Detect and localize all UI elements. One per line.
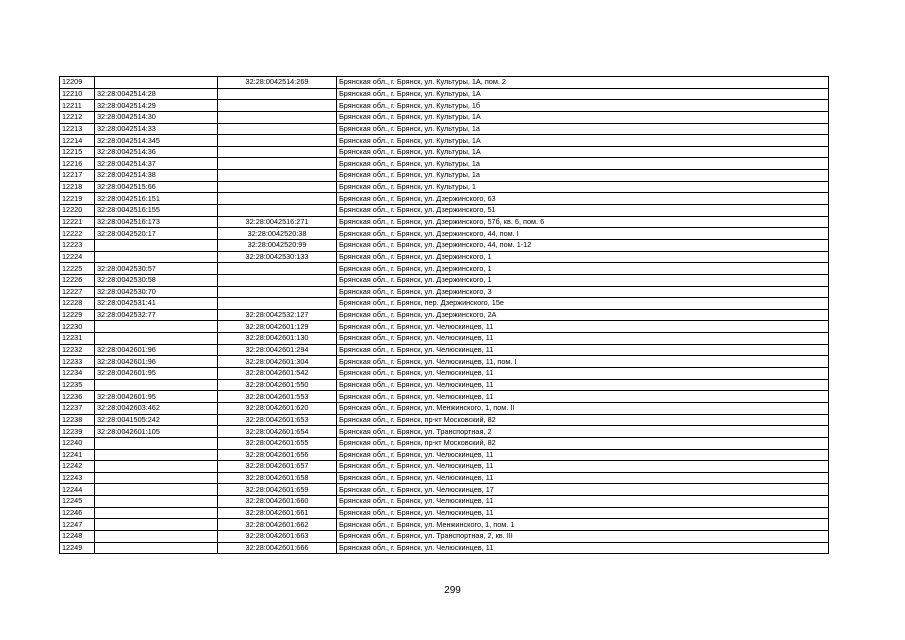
new-cadastral-number-cell (218, 100, 337, 112)
table-row (60, 530, 829, 542)
new-cadastral-number-cell: 32:28:0042601:658 (218, 472, 337, 484)
address-cell: Брянская обл., г. Брянск, ул. Дзержинского, 1 (337, 263, 829, 275)
row-number-cell: 12226 (60, 274, 95, 286)
row-number-cell: 12230 (60, 321, 95, 333)
new-cadastral-number-cell (218, 286, 337, 298)
table-row (60, 309, 829, 321)
table-row (60, 77, 829, 89)
new-cadastral-number-cell: 32:28:0042601:304 (218, 356, 337, 368)
row-number-cell: 12236 (60, 391, 95, 403)
address-cell: Брянская обл., г. Брянск, ул. Челюскинцев, 11 (337, 344, 829, 356)
new-cadastral-number-cell: 32:28:0042601:662 (218, 519, 337, 531)
new-cadastral-number-cell (218, 263, 337, 275)
row-number-cell: 12217 (60, 170, 95, 182)
old-cadastral-number-cell (95, 472, 218, 484)
address-cell: Брянская обл., г. Брянск, ул. Культуры, 1А (337, 135, 829, 147)
old-cadastral-number-cell (95, 542, 218, 554)
new-cadastral-number-cell: 32:28:0042514:269 (218, 77, 337, 89)
row-number-cell: 12235 (60, 379, 95, 391)
old-cadastral-number-cell: 32:28:0042532:77 (95, 309, 218, 321)
old-cadastral-number-cell: 32:28:0042601:95 (95, 368, 218, 380)
table-row (60, 472, 829, 484)
new-cadastral-number-cell: 32:28:0042601:656 (218, 449, 337, 461)
address-cell: Брянская обл., г. Брянск, ул. Челюскинцев, 11 (337, 449, 829, 461)
row-number-cell: 12222 (60, 228, 95, 240)
old-cadastral-number-cell (95, 437, 218, 449)
table-row (60, 88, 829, 100)
old-cadastral-number-cell: 32:28:0042514:36 (95, 146, 218, 158)
old-cadastral-number-cell (95, 484, 218, 496)
table-row (60, 437, 829, 449)
new-cadastral-number-cell: 32:28:0042601:657 (218, 461, 337, 473)
old-cadastral-number-cell: 32:28:0042514:33 (95, 123, 218, 135)
address-cell: Брянская обл., г. Брянск, ул. Дзержинского, 51 (337, 205, 829, 217)
row-number-cell: 12238 (60, 414, 95, 426)
table-row (60, 333, 829, 345)
address-cell: Брянская обл., г. Брянск, ул. Менжинского, 1, пом. 1 (337, 519, 829, 531)
old-cadastral-number-cell: 32:28:0042515:66 (95, 181, 218, 193)
old-cadastral-number-cell (95, 507, 218, 519)
row-number-cell: 12213 (60, 123, 95, 135)
new-cadastral-number-cell (218, 135, 337, 147)
table-row (60, 205, 829, 217)
table-body (60, 77, 829, 554)
old-cadastral-number-cell: 32:28:0042514:38 (95, 170, 218, 182)
address-cell: Брянская обл., г. Брянск, ул. Транспортная, 2 (337, 426, 829, 438)
address-cell: Брянская обл., г. Брянск, ул. Культуры, 1А (337, 146, 829, 158)
address-cell: Брянская обл., г. Брянск, ул. Челюскинцев, 11 (337, 379, 829, 391)
table-row (60, 484, 829, 496)
table-row (60, 507, 829, 519)
new-cadastral-number-cell: 32:28:0042601:620 (218, 402, 337, 414)
table-row (60, 286, 829, 298)
old-cadastral-number-cell: 32:28:0042531:41 (95, 298, 218, 310)
old-cadastral-number-cell: 32:28:0042516:151 (95, 193, 218, 205)
address-cell: Брянская обл., г. Брянск, ул. Челюскинцев, 17 (337, 484, 829, 496)
address-cell: Брянская обл., г. Брянск, ул. Челюскинцев, 11 (337, 542, 829, 554)
address-cell: Брянская обл., г. Брянск, ул. Дзержинского, 2А (337, 309, 829, 321)
address-cell: Брянская обл., г. Брянск, ул. Дзержинского, 3 (337, 286, 829, 298)
row-number-cell: 12245 (60, 496, 95, 508)
table-row (60, 368, 829, 380)
new-cadastral-number-cell: 32:28:0042601:294 (218, 344, 337, 356)
new-cadastral-number-cell (218, 181, 337, 193)
address-cell: Брянская обл., г. Брянск, ул. Челюскинцев, 11 (337, 391, 829, 403)
cadastral-registry-table (59, 76, 829, 554)
table-row (60, 181, 829, 193)
new-cadastral-number-cell: 32:28:0042601:553 (218, 391, 337, 403)
row-number-cell: 12242 (60, 461, 95, 473)
page-number: 299 (444, 585, 461, 596)
table-row (60, 123, 829, 135)
row-number-cell: 12221 (60, 216, 95, 228)
new-cadastral-number-cell: 32:28:0042601:654 (218, 426, 337, 438)
row-number-cell: 12227 (60, 286, 95, 298)
old-cadastral-number-cell: 32:28:0042601:105 (95, 426, 218, 438)
new-cadastral-number-cell: 32:28:0042601:550 (218, 379, 337, 391)
address-cell: Брянская обл., г. Брянск, ул. Культуры, 1 (337, 181, 829, 193)
table-row (60, 461, 829, 473)
old-cadastral-number-cell: 32:28:0042603:462 (95, 402, 218, 414)
address-cell: Брянская обл., г. Брянск, ул. Челюскинцев, 11 (337, 461, 829, 473)
old-cadastral-number-cell: 32:28:0042516:155 (95, 205, 218, 217)
table-row (60, 321, 829, 333)
address-cell: Брянская обл., г. Брянск, ул. Культуры, 1а (337, 158, 829, 170)
row-number-cell: 12220 (60, 205, 95, 217)
address-cell: Брянская обл., г. Брянск, ул. Дзержинского, 1 (337, 251, 829, 263)
new-cadastral-number-cell: 32:28:0042601:663 (218, 530, 337, 542)
address-cell: Брянская обл., г. Брянск, ул. Дзержинского, 57б, кв. 6, пом. 6 (337, 216, 829, 228)
row-number-cell: 12240 (60, 437, 95, 449)
new-cadastral-number-cell: 32:28:0042601:659 (218, 484, 337, 496)
old-cadastral-number-cell: 32:28:0042530:70 (95, 286, 218, 298)
new-cadastral-number-cell: 32:28:0042601:655 (218, 437, 337, 449)
table-row (60, 298, 829, 310)
row-number-cell: 12224 (60, 251, 95, 263)
row-number-cell: 12249 (60, 542, 95, 554)
old-cadastral-number-cell (95, 449, 218, 461)
address-cell: Брянская обл., г. Брянск, ул. Дзержинского, 63 (337, 193, 829, 205)
new-cadastral-number-cell: 32:28:0042601:129 (218, 321, 337, 333)
row-number-cell: 12234 (60, 368, 95, 380)
row-number-cell: 12233 (60, 356, 95, 368)
old-cadastral-number-cell: 32:28:0042601:96 (95, 344, 218, 356)
old-cadastral-number-cell (95, 77, 218, 89)
row-number-cell: 12209 (60, 77, 95, 89)
new-cadastral-number-cell: 32:28:0042601:542 (218, 368, 337, 380)
table-row (60, 239, 829, 251)
new-cadastral-number-cell (218, 146, 337, 158)
table-row (60, 356, 829, 368)
address-cell: Брянская обл., г. Брянск, ул. Культуры, 1А (337, 88, 829, 100)
row-number-cell: 12229 (60, 309, 95, 321)
old-cadastral-number-cell: 32:28:0042514:29 (95, 100, 218, 112)
address-cell: Брянская обл., г. Брянск, ул. Транспортная, 2, кв. III (337, 530, 829, 542)
table-row (60, 228, 829, 240)
row-number-cell: 12216 (60, 158, 95, 170)
old-cadastral-number-cell: 32:28:0042516:173 (95, 216, 218, 228)
table-row (60, 100, 829, 112)
row-number-cell: 12246 (60, 507, 95, 519)
old-cadastral-number-cell: 32:28:0042514:345 (95, 135, 218, 147)
address-cell: Брянская обл., г. Брянск, ул. Челюскинцев, 11, пом. I (337, 356, 829, 368)
new-cadastral-number-cell (218, 274, 337, 286)
address-cell: Брянская обл., г. Брянск, ул. Культуры, 1А (337, 111, 829, 123)
old-cadastral-number-cell (95, 321, 218, 333)
old-cadastral-number-cell: 32:28:0042601:95 (95, 391, 218, 403)
row-number-cell: 12228 (60, 298, 95, 310)
address-cell: Брянская обл., г. Брянск, ул. Культуры, 1б (337, 100, 829, 112)
address-cell: Брянская обл., г. Брянск, ул. Культуры, 1а (337, 170, 829, 182)
table-row (60, 414, 829, 426)
old-cadastral-number-cell: 32:28:0042514:37 (95, 158, 218, 170)
new-cadastral-number-cell: 32:28:0042601:653 (218, 414, 337, 426)
new-cadastral-number-cell: 32:28:0042532:127 (218, 309, 337, 321)
new-cadastral-number-cell: 32:28:0042601:660 (218, 496, 337, 508)
table-row (60, 496, 829, 508)
table-row (60, 146, 829, 158)
table-row (60, 402, 829, 414)
table-row (60, 170, 829, 182)
new-cadastral-number-cell (218, 298, 337, 310)
new-cadastral-number-cell: 32:28:0042601:661 (218, 507, 337, 519)
new-cadastral-number-cell: 32:28:0042530:133 (218, 251, 337, 263)
new-cadastral-number-cell (218, 158, 337, 170)
address-cell: Брянская обл., г. Брянск, ул. Челюскинцев, 11 (337, 496, 829, 508)
new-cadastral-number-cell (218, 111, 337, 123)
table-row (60, 344, 829, 356)
new-cadastral-number-cell (218, 205, 337, 217)
row-number-cell: 12237 (60, 402, 95, 414)
table-row (60, 542, 829, 554)
row-number-cell: 12210 (60, 88, 95, 100)
row-number-cell: 12225 (60, 263, 95, 275)
table-row (60, 216, 829, 228)
row-number-cell: 12218 (60, 181, 95, 193)
address-cell: Брянская обл., г. Брянск, ул. Культуры, 1а (337, 123, 829, 135)
table-row (60, 274, 829, 286)
new-cadastral-number-cell (218, 88, 337, 100)
table-row (60, 426, 829, 438)
row-number-cell: 12211 (60, 100, 95, 112)
old-cadastral-number-cell (95, 379, 218, 391)
address-cell: Брянская обл., г. Брянск, ул. Челюскинцев, 11 (337, 507, 829, 519)
old-cadastral-number-cell (95, 239, 218, 251)
old-cadastral-number-cell (95, 496, 218, 508)
address-cell: Брянская обл., г. Брянск, пер. Дзержинского, 15е (337, 298, 829, 310)
table-row (60, 193, 829, 205)
table-row (60, 135, 829, 147)
old-cadastral-number-cell (95, 461, 218, 473)
row-number-cell: 12248 (60, 530, 95, 542)
old-cadastral-number-cell (95, 530, 218, 542)
new-cadastral-number-cell: 32:28:0042520:38 (218, 228, 337, 240)
row-number-cell: 12239 (60, 426, 95, 438)
row-number-cell: 12247 (60, 519, 95, 531)
table-row (60, 391, 829, 403)
row-number-cell: 12223 (60, 239, 95, 251)
old-cadastral-number-cell: 32:28:0042514:28 (95, 88, 218, 100)
new-cadastral-number-cell: 32:28:0042601:130 (218, 333, 337, 345)
row-number-cell: 12231 (60, 333, 95, 345)
table-row (60, 379, 829, 391)
table-row (60, 158, 829, 170)
row-number-cell: 12243 (60, 472, 95, 484)
old-cadastral-number-cell: 32:28:0042530:57 (95, 263, 218, 275)
new-cadastral-number-cell: 32:28:0042520:99 (218, 239, 337, 251)
old-cadastral-number-cell: 32:28:0042514:30 (95, 111, 218, 123)
old-cadastral-number-cell (95, 333, 218, 345)
address-cell: Брянская обл., г. Брянск, ул. Менжинского, 1, пом. II (337, 402, 829, 414)
row-number-cell: 12241 (60, 449, 95, 461)
row-number-cell: 12219 (60, 193, 95, 205)
table-row (60, 519, 829, 531)
old-cadastral-number-cell (95, 251, 218, 263)
address-cell: Брянская обл., г. Брянск, ул. Челюскинцев, 11 (337, 368, 829, 380)
old-cadastral-number-cell: 32:28:0041505:242 (95, 414, 218, 426)
new-cadastral-number-cell (218, 170, 337, 182)
address-cell: Брянская обл., г. Брянск, пр-кт Московский, 82 (337, 437, 829, 449)
table-row (60, 251, 829, 263)
new-cadastral-number-cell: 32:28:0042601:666 (218, 542, 337, 554)
row-number-cell: 12232 (60, 344, 95, 356)
new-cadastral-number-cell (218, 123, 337, 135)
row-number-cell: 12215 (60, 146, 95, 158)
address-cell: Брянская обл., г. Брянск, пр-кт Московский, 82 (337, 414, 829, 426)
table-row (60, 263, 829, 275)
address-cell: Брянская обл., г. Брянск, ул. Дзержинского, 1 (337, 274, 829, 286)
row-number-cell: 12212 (60, 111, 95, 123)
address-cell: Брянская обл., г. Брянск, ул. Челюскинцев, 11 (337, 321, 829, 333)
address-cell: Брянская обл., г. Брянск, ул. Челюскинцев, 11 (337, 472, 829, 484)
row-number-cell: 12214 (60, 135, 95, 147)
old-cadastral-number-cell: 32:28:0042520:17 (95, 228, 218, 240)
old-cadastral-number-cell: 32:28:0042601:96 (95, 356, 218, 368)
address-cell: Брянская обл., г. Брянск, ул. Дзержинского, 44, пом. I (337, 228, 829, 240)
address-cell: Брянская обл., г. Брянск, ул. Культуры, 1А, пом. 2 (337, 77, 829, 89)
old-cadastral-number-cell (95, 519, 218, 531)
row-number-cell: 12244 (60, 484, 95, 496)
table-row (60, 449, 829, 461)
old-cadastral-number-cell: 32:28:0042530:58 (95, 274, 218, 286)
address-cell: Брянская обл., г. Брянск, ул. Челюскинцев, 11 (337, 333, 829, 345)
table-row (60, 111, 829, 123)
address-cell: Брянская обл., г. Брянск, ул. Дзержинского, 44, пом. 1-12 (337, 239, 829, 251)
new-cadastral-number-cell (218, 193, 337, 205)
new-cadastral-number-cell: 32:28:0042516:271 (218, 216, 337, 228)
